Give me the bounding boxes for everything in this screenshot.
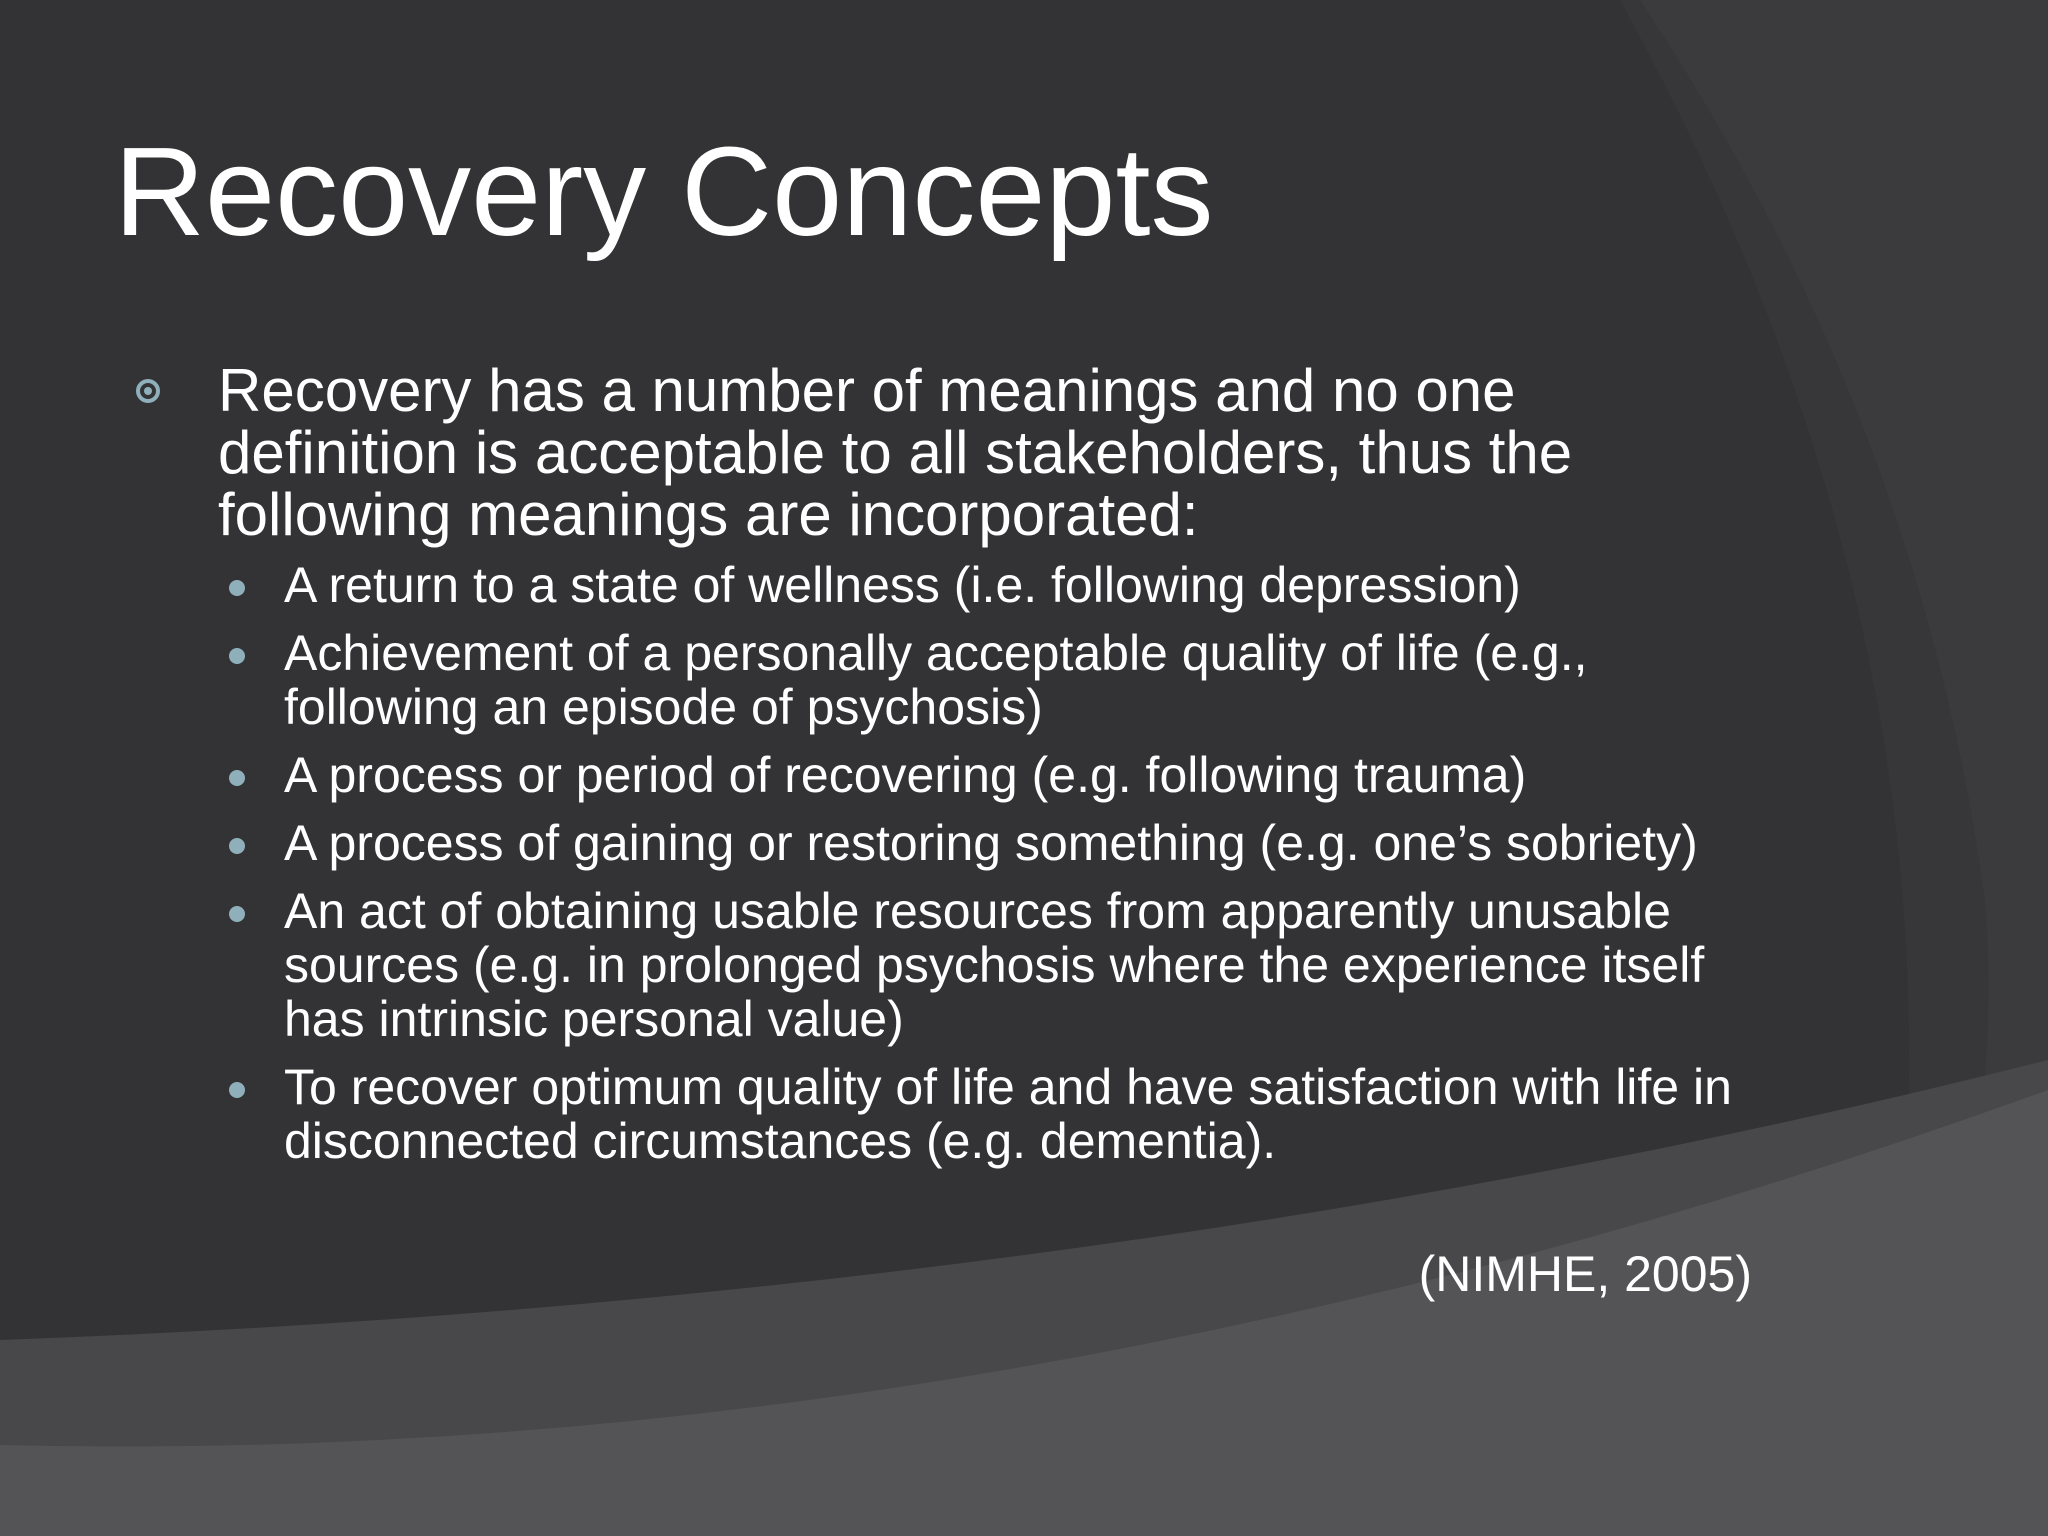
dot-bullet-icon (229, 770, 245, 786)
list-item (130, 816, 1750, 870)
dot-bullet-icon (229, 1082, 245, 1098)
list-item (130, 1060, 1750, 1168)
list-item (130, 626, 1750, 734)
list-item-text: A process of gaining or restoring something (e.g. one’s sobriety) (284, 815, 1698, 871)
slide-title: Recovery Concepts (114, 121, 1214, 262)
slide-content (130, 357, 1750, 1182)
list-item (130, 748, 1750, 802)
dot-bullet-icon (229, 906, 245, 922)
main-point-text: Recovery has a number of meanings and no one definition is acceptable to all stakeholders, thus the following meanings are incorporated: (218, 357, 1573, 548)
dot-bullet-icon (229, 648, 245, 664)
list-item (130, 884, 1750, 1046)
list-item (130, 558, 1750, 612)
sub-bullet-list (130, 558, 1750, 1168)
citation: (NIMHE, 2005) (1418, 1246, 1752, 1302)
dot-bullet-icon (229, 580, 245, 596)
dot-bullet-icon (229, 838, 245, 854)
list-item-text: Achievement of a personally acceptable quality of life (e.g., following an episode of psychosis) (284, 625, 1588, 735)
list-item-text: A return to a state of wellness (i.e. following depression) (284, 557, 1521, 613)
list-item-text: An act of obtaining usable resources from apparently unusable sources (e.g. in prolonged psychosis where the experience itself has intrinsic personal value) (284, 883, 1705, 1047)
main-bullet-point (130, 357, 1750, 548)
list-item-text: To recover optimum quality of life and have satisfaction with life in disconnected circumstances (e.g. dementia). (284, 1059, 1732, 1169)
circle-bullet-icon (136, 379, 160, 403)
list-item-text: A process or period of recovering (e.g. following trauma) (284, 747, 1527, 803)
